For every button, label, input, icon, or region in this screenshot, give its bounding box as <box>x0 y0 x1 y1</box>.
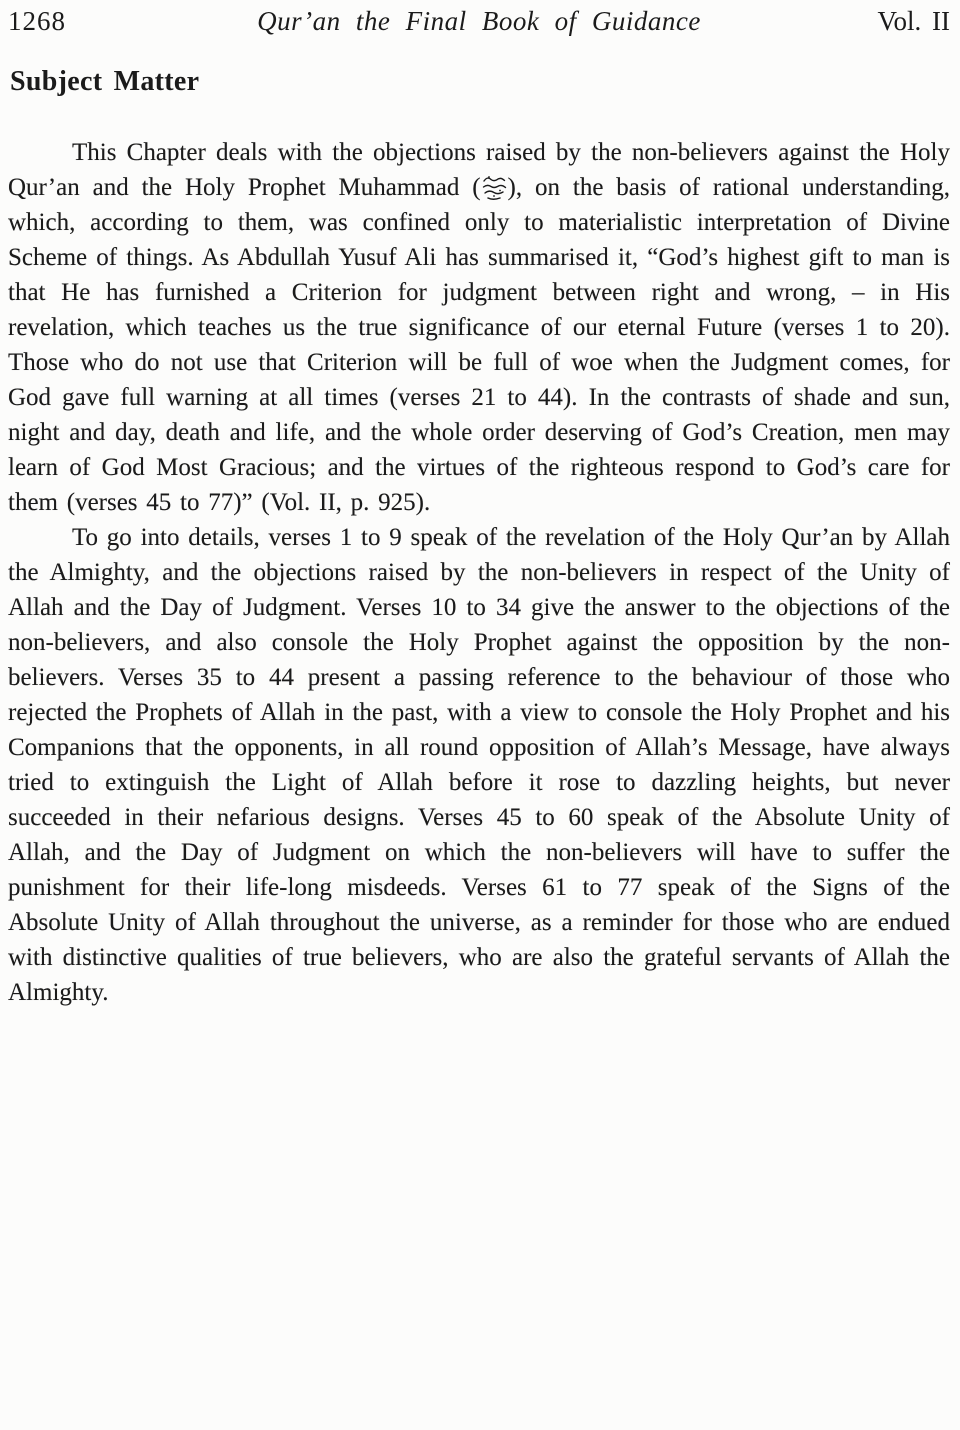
muhammad-pbuh-calligraphy-icon <box>481 173 508 201</box>
paragraph-1 <box>8 135 950 520</box>
volume-label: Vol. II <box>877 6 950 36</box>
page-number: 1268 <box>8 6 66 36</box>
paragraph-1-text-before: This Chapter deals with the objections raised by the non-believers against the Holy Qur’an and the Holy Prophet Muhammad ( <box>8 139 950 201</box>
running-head <box>8 4 950 38</box>
paragraph-2: To go into details, verses 1 to 9 speak of the revelation of the Holy Qur’an by Allah the Almighty, and the objections raised by the non-believers in respect of the Unity of Allah and the Day of Judgment. Verses 10 to 34 give the answer to the objections of the non-believers, and also console the Holy Prophet against the opposition by the non-believers. Verses 35 to 44 present a passing reference to the behaviour of those who rejected the Prophets of Allah in the past, with a view to console the Holy Prophet and his Companions that the opponents, in all round opposition of Allah’s Message, have always tried to extinguish the Light of Allah before it rose to dazzling heights, but never succeeded in their nefarious designs. Verses 45 to 60 speak of the Absolute Unity of Allah, and the Day of Judgment on which the non-believers will have to suffer the punishment for their life-long misdeeds. Verses 61 to 77 speak of the Signs of the Absolute Unity of Allah throughout the universe, as a reminder for those who are endued with distinctive qualities of true believers, who are also the grateful servants of Allah the Almighty. <box>8 524 950 1006</box>
section-heading: Subject Matter <box>10 66 200 97</box>
paragraph-1-text-after: ), on the basis of rational understanding, which, according to them, was confined only to materialistic interpretation of Divine Scheme of things. As Abdullah Yusuf Ali has summarised it, “God’s highest gift to man is that He has furnished a Criterion for judgment between right and wrong, – in His revelation, which teaches us the true significance of our eternal Future (verses 1 to 20). Those who do not use that Criterion will be full of woe when the Judgment comes, for God gave full warning at all times (verses 21 to 44). In the contrasts of shade and sun, night and day, death and life, and the whole order deserving of God’s Creation, men may learn of God Most Gracious; and the virtues of the righteous respond to God’s care for them (verses 45 to 77)” (Vol. II, p. 925). <box>8 174 950 516</box>
book-title: Qur’an the Final Book of Guidance <box>257 6 701 36</box>
body-text <box>8 135 950 1010</box>
